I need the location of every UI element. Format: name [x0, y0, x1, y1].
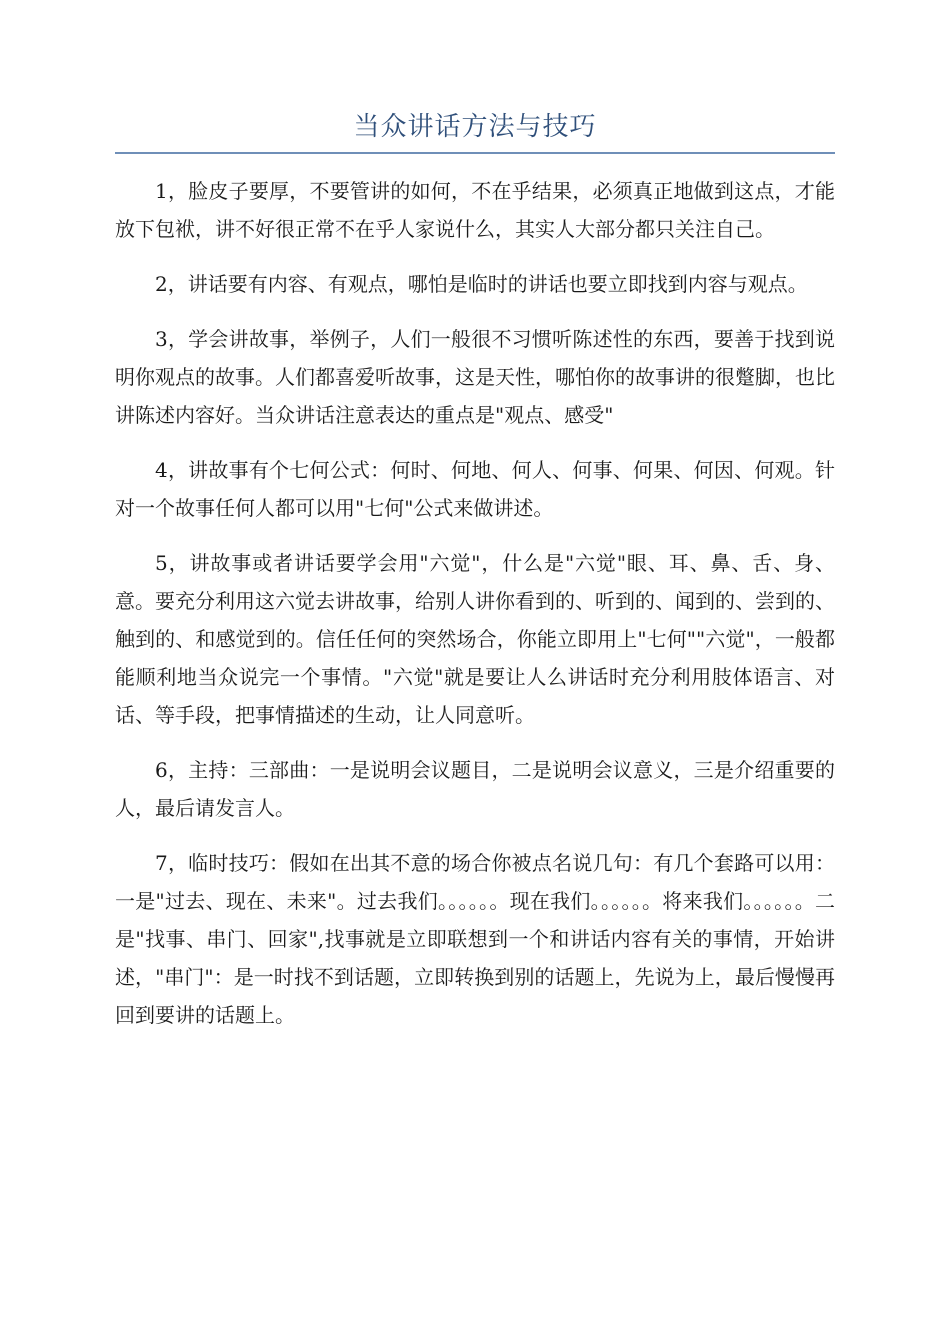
- paragraph-6: 6，主持：三部曲：一是说明会议题目，二是说明会议意义，三是介绍重要的人，最后请发言人。: [115, 758, 835, 820]
- paragraph-2: 2，讲话要有内容、有观点，哪怕是临时的讲话也要立即找到内容与观点。: [155, 272, 808, 296]
- paragraph-7: 7，临时技巧：假如在出其不意的场合你被点名说几句：有几个套路可以用：一是"过去、现在、未来"。过去我们。。。。。。现在我们。。。。。。将来我们。。。。。。二是"找事、串门、回家",找事就是立即联想到一个和讲话内容有关的事情，开始讲述，"串门"：是一时找不到话题，立即转换到别的话题上，先说为上，最后慢慢再回到要讲的话题上。: [115, 851, 835, 1027]
- paragraph-5: 5，讲故事或者讲话要学会用"六觉"，什么是"六觉"眼、耳、鼻、舌、身、意。要充分利用这六觉去讲故事，给别人讲你看到的、听到的、闻到的、尝到的、触到的、和感觉到的。信任任何的突然场合，你能立即用上"七何""六觉"，一般都能顺利地当众说完一个事情。"六觉"就是要让人么讲话时充分利用肢体语言、对话、等手段，把事情描述的生动，让人同意听。: [115, 551, 835, 727]
- paragraph-1: 1，脸皮子要厚，不要管讲的如何，不在乎结果，必须真正地做到这点，才能放下包袱，讲不好很正常不在乎人家说什么，其实人大部分都只关注自己。: [115, 179, 835, 241]
- document-page: [115, 108, 835, 1051]
- paragraph-3: 3，学会讲故事，举例子，人们一般很不习惯听陈述性的东西，要善于找到说明你观点的故事。人们都喜爱听故事，这是天性，哪怕你的故事讲的很蹩脚，也比讲陈述内容好。当众讲话注意表达的重点是"观点、感受": [115, 327, 835, 427]
- paragraph-4: 4，讲故事有个七何公式：何时、何地、何人、何事、何果、何因、何观。针对一个故事任何人都可以用"七何"公式来做讲述。: [115, 458, 835, 520]
- title-underline: [115, 152, 835, 154]
- document-title: 当众讲话方法与技巧: [353, 112, 597, 142]
